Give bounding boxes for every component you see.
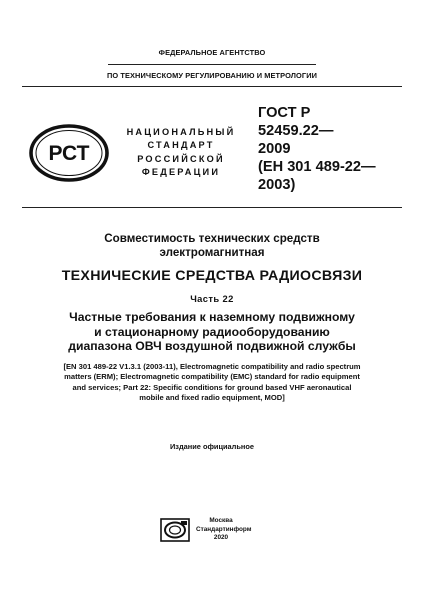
section-divider	[22, 207, 402, 208]
standard-type-line: РОССИЙСКОЙ	[137, 153, 225, 164]
en-reference-line: and services; Part 22: Specific conditions for ground based VHF aeronautical	[72, 382, 352, 392]
title-line: электромагнитная	[159, 246, 265, 259]
designation-line: 52459.22—	[258, 123, 334, 139]
gost-seal-icon	[28, 122, 110, 184]
agency-department: ПО ТЕХНИЧЕСКОМУ РЕГУЛИРОВАНИЮ И МЕТРОЛОГИИ	[106, 71, 318, 80]
seal-letters: РСТ	[48, 142, 90, 165]
header-divider-bottom	[22, 86, 402, 87]
document-subtitle	[20, 310, 404, 354]
title-line: Совместимость технических средств	[104, 232, 320, 245]
standard-designation	[258, 104, 408, 194]
publisher-city: Москва	[209, 517, 233, 524]
designation-line: 2009	[258, 141, 291, 157]
subtitle-line: диапазона ОВЧ воздушной подвижной службы	[68, 339, 356, 353]
designation-line: 2003)	[258, 177, 296, 193]
publication-year: 2020	[213, 534, 229, 542]
header-divider-top	[108, 64, 316, 65]
designation-line: (ЕН 301 489-22—	[258, 159, 376, 175]
standard-type-line: НАЦИОНАЛЬНЫЙ	[126, 127, 236, 137]
document-title	[20, 232, 404, 260]
en-reference	[44, 362, 380, 404]
en-reference-line: mobile and fixed radio equipment, MOD]	[139, 393, 285, 403]
subtitle-line: Частные требования к наземному подвижному	[69, 310, 355, 324]
standard-type-label	[118, 126, 244, 179]
standard-type-line: СТАНДАРТ	[147, 140, 215, 151]
publisher-name: Стандартинформ	[196, 525, 252, 533]
publisher-info	[196, 517, 252, 543]
document-main-title: ТЕХНИЧЕСКИЕ СРЕДСТВА РАДИОСВЯЗИ	[61, 268, 363, 284]
en-reference-line: [EN 301 489-22 V1.3.1 (2003-11), Electromagnetic compatibility and radio spectrum	[63, 362, 361, 371]
en-reference-line: matters (ERM); Electromagnetic compatibility (EMC) standard for radio equipment	[64, 372, 360, 382]
designation-line: ГОСТ Р	[258, 105, 311, 121]
standard-type-line: ФЕДЕРАЦИИ	[141, 166, 221, 177]
edition-label: Издание официальное	[169, 442, 254, 451]
subtitle-line: и стационарному радиооборудованию	[94, 324, 330, 339]
agency-name: ФЕДЕРАЛЬНОЕ АГЕНТСТВО	[158, 48, 266, 57]
publisher-logo-icon	[160, 518, 190, 542]
part-number: Часть 22	[190, 293, 234, 304]
